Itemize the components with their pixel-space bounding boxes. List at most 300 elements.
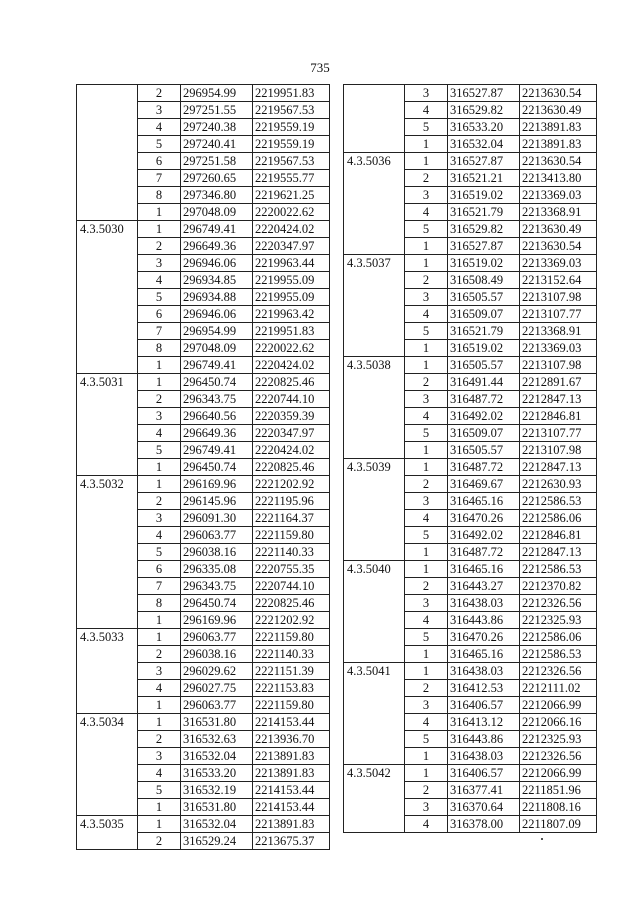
y-coordinate-cell: 2221202.92 [253, 476, 330, 493]
point-number-cell: 4 [138, 272, 181, 289]
x-coordinate-cell: 316487.72 [448, 459, 520, 476]
table-row [77, 816, 330, 833]
point-number-cell: 6 [138, 306, 181, 323]
y-coordinate-cell: 2221159.80 [253, 527, 330, 544]
plot-id-cell: 4.3.5042 [344, 765, 405, 782]
y-coordinate-cell: 2212325.93 [520, 612, 597, 629]
table-row [77, 391, 330, 408]
y-coordinate-cell: 2213152.64 [520, 272, 597, 289]
point-number-cell: 5 [138, 782, 181, 799]
y-coordinate-cell: 2213891.83 [253, 816, 330, 833]
point-number-cell: 1 [138, 697, 181, 714]
x-coordinate-cell: 296649.36 [181, 425, 253, 442]
point-number-cell: 1 [138, 204, 181, 221]
y-coordinate-cell: 2212847.13 [520, 544, 597, 561]
y-coordinate-cell: 2220424.02 [253, 221, 330, 238]
x-coordinate-cell: 316509.07 [448, 425, 520, 442]
x-coordinate-cell: 316529.24 [181, 833, 253, 850]
x-coordinate-cell: 296649.36 [181, 238, 253, 255]
x-coordinate-cell: 316529.82 [448, 102, 520, 119]
table-row [77, 170, 330, 187]
plot-id-cell [344, 612, 405, 629]
plot-id-cell [77, 561, 138, 578]
x-coordinate-cell: 297251.58 [181, 153, 253, 170]
y-coordinate-cell: 2221195.96 [253, 493, 330, 510]
x-coordinate-cell: 297251.55 [181, 102, 253, 119]
point-number-cell: 1 [405, 748, 448, 765]
y-coordinate-cell: 2221164.37 [253, 510, 330, 527]
table-row [77, 731, 330, 748]
point-number-cell: 1 [138, 476, 181, 493]
y-coordinate-cell: 2213369.03 [520, 255, 597, 272]
y-coordinate-cell: 2213107.98 [520, 289, 597, 306]
x-coordinate-cell: 296063.77 [181, 629, 253, 646]
x-coordinate-cell: 296027.75 [181, 680, 253, 697]
point-number-cell: 1 [405, 340, 448, 357]
table-row [77, 289, 330, 306]
y-coordinate-cell: 2220744.10 [253, 578, 330, 595]
table-row [344, 663, 597, 680]
x-coordinate-cell: 316532.04 [181, 748, 253, 765]
table-row [77, 578, 330, 595]
point-number-cell: 3 [405, 799, 448, 816]
plot-id-cell [77, 459, 138, 476]
table-row [77, 119, 330, 136]
y-coordinate-cell: 2211808.16 [520, 799, 597, 816]
table-row [344, 527, 597, 544]
x-coordinate-cell: 316406.57 [448, 697, 520, 714]
y-coordinate-cell: 2212630.93 [520, 476, 597, 493]
table-row [77, 374, 330, 391]
table-row [344, 714, 597, 731]
x-coordinate-cell: 316438.03 [448, 748, 520, 765]
x-coordinate-cell: 316492.02 [448, 408, 520, 425]
plot-id-cell [344, 527, 405, 544]
table-row [77, 544, 330, 561]
plot-id-cell [77, 272, 138, 289]
plot-id-cell: 4.3.5035 [77, 816, 138, 833]
point-number-cell: 4 [138, 119, 181, 136]
point-number-cell: 5 [405, 629, 448, 646]
point-number-cell: 6 [138, 561, 181, 578]
plot-id-cell [344, 544, 405, 561]
y-coordinate-cell: 2213630.54 [520, 238, 597, 255]
x-coordinate-cell: 296954.99 [181, 85, 253, 102]
plot-id-cell [344, 238, 405, 255]
plot-id-cell [77, 510, 138, 527]
table-row [77, 204, 330, 221]
point-number-cell: 1 [405, 561, 448, 578]
plot-id-cell [77, 595, 138, 612]
table-row [77, 561, 330, 578]
y-coordinate-cell: 2219963.44 [253, 255, 330, 272]
coordinates-table-left [76, 84, 330, 850]
table-row [77, 680, 330, 697]
point-number-cell: 1 [405, 646, 448, 663]
y-coordinate-cell: 2213368.91 [520, 323, 597, 340]
point-number-cell: 3 [138, 663, 181, 680]
x-coordinate-cell: 296954.99 [181, 323, 253, 340]
plot-id-cell [77, 697, 138, 714]
x-coordinate-cell: 296946.06 [181, 306, 253, 323]
x-coordinate-cell: 316406.57 [448, 765, 520, 782]
x-coordinate-cell: 316509.07 [448, 306, 520, 323]
table-row [77, 323, 330, 340]
x-coordinate-cell: 316491.44 [448, 374, 520, 391]
table-row [344, 153, 597, 170]
plot-id-cell [344, 714, 405, 731]
table-row [77, 306, 330, 323]
point-number-cell: 1 [138, 816, 181, 833]
plot-id-cell [77, 527, 138, 544]
x-coordinate-cell: 296038.16 [181, 646, 253, 663]
y-coordinate-cell: 2212066.16 [520, 714, 597, 731]
point-number-cell: 1 [138, 629, 181, 646]
x-coordinate-cell: 316533.20 [448, 119, 520, 136]
x-coordinate-cell: 296091.30 [181, 510, 253, 527]
point-number-cell: 2 [138, 646, 181, 663]
plot-id-cell [344, 578, 405, 595]
point-number-cell: 1 [138, 357, 181, 374]
y-coordinate-cell: 2220825.46 [253, 595, 330, 612]
y-coordinate-cell: 2219963.42 [253, 306, 330, 323]
x-coordinate-cell: 316519.02 [448, 255, 520, 272]
x-coordinate-cell: 296934.85 [181, 272, 253, 289]
x-coordinate-cell: 316505.57 [448, 289, 520, 306]
table-row [77, 799, 330, 816]
point-number-cell: 8 [138, 340, 181, 357]
x-coordinate-cell: 296749.41 [181, 221, 253, 238]
plot-id-cell [77, 119, 138, 136]
plot-id-cell [77, 425, 138, 442]
y-coordinate-cell: 2219567.53 [253, 153, 330, 170]
plot-id-cell [344, 340, 405, 357]
plot-id-cell [77, 255, 138, 272]
y-coordinate-cell: 2212891.67 [520, 374, 597, 391]
table-row [344, 289, 597, 306]
y-coordinate-cell: 2212066.99 [520, 697, 597, 714]
point-number-cell: 1 [405, 544, 448, 561]
plot-id-cell [77, 204, 138, 221]
x-coordinate-cell: 316527.87 [448, 238, 520, 255]
table-row [344, 408, 597, 425]
y-coordinate-cell: 2219567.53 [253, 102, 330, 119]
y-coordinate-cell: 2219955.09 [253, 272, 330, 289]
x-coordinate-cell: 296038.16 [181, 544, 253, 561]
table-row [77, 714, 330, 731]
x-coordinate-cell: 296063.77 [181, 527, 253, 544]
point-number-cell: 2 [405, 272, 448, 289]
table-row [344, 510, 597, 527]
point-number-cell: 2 [405, 170, 448, 187]
table-row [344, 765, 597, 782]
point-number-cell: 4 [405, 612, 448, 629]
point-number-cell: 3 [138, 408, 181, 425]
plot-id-cell [344, 102, 405, 119]
y-coordinate-cell: 2219951.83 [253, 85, 330, 102]
x-coordinate-cell: 316505.57 [448, 357, 520, 374]
table-row [344, 340, 597, 357]
point-number-cell: 1 [138, 612, 181, 629]
plot-id-cell [77, 187, 138, 204]
x-coordinate-cell: 297346.80 [181, 187, 253, 204]
table-row [344, 816, 597, 833]
y-coordinate-cell: 2220022.62 [253, 340, 330, 357]
x-coordinate-cell: 316487.72 [448, 544, 520, 561]
table-row [77, 221, 330, 238]
point-number-cell: 2 [405, 578, 448, 595]
point-number-cell: 4 [138, 527, 181, 544]
table-row [344, 272, 597, 289]
point-number-cell: 1 [405, 238, 448, 255]
plot-id-cell [344, 272, 405, 289]
y-coordinate-cell: 2213675.37 [253, 833, 330, 850]
plot-id-cell [77, 408, 138, 425]
table-row [77, 425, 330, 442]
plot-id-cell [77, 357, 138, 374]
point-number-cell: 3 [405, 391, 448, 408]
plot-id-cell [344, 748, 405, 765]
y-coordinate-cell: 2213630.49 [520, 221, 597, 238]
x-coordinate-cell: 316519.02 [448, 340, 520, 357]
x-coordinate-cell: 316487.72 [448, 391, 520, 408]
page-number: 735 [310, 60, 330, 75]
y-coordinate-cell: 2214153.44 [253, 782, 330, 799]
plot-id-cell [344, 221, 405, 238]
plot-id-cell [344, 306, 405, 323]
point-number-cell: 1 [138, 799, 181, 816]
table-row [344, 119, 597, 136]
x-coordinate-cell: 316465.16 [448, 646, 520, 663]
y-coordinate-cell: 2212370.82 [520, 578, 597, 595]
plot-id-cell: 4.3.5032 [77, 476, 138, 493]
plot-id-cell: 4.3.5041 [344, 663, 405, 680]
point-number-cell: 5 [138, 136, 181, 153]
table-row [77, 527, 330, 544]
table-row [344, 102, 597, 119]
table-row [77, 476, 330, 493]
x-coordinate-cell: 316492.02 [448, 527, 520, 544]
y-coordinate-cell: 2213368.91 [520, 204, 597, 221]
x-coordinate-cell: 316519.02 [448, 187, 520, 204]
coordinates-table-right [343, 84, 597, 833]
plot-id-cell [344, 816, 405, 833]
point-number-cell: 5 [405, 731, 448, 748]
table-row [77, 153, 330, 170]
plot-id-cell: 4.3.5037 [344, 255, 405, 272]
table-row [77, 102, 330, 119]
plot-id-cell [344, 799, 405, 816]
point-number-cell: 4 [138, 765, 181, 782]
point-number-cell: 3 [405, 697, 448, 714]
table-row [344, 136, 597, 153]
plot-id-cell: 4.3.5034 [77, 714, 138, 731]
point-number-cell: 2 [405, 782, 448, 799]
y-coordinate-cell: 2220825.46 [253, 374, 330, 391]
y-coordinate-cell: 2212586.06 [520, 510, 597, 527]
plot-id-cell [344, 425, 405, 442]
table-row [77, 697, 330, 714]
table-row [344, 799, 597, 816]
table-row [344, 391, 597, 408]
y-coordinate-cell: 2214153.44 [253, 799, 330, 816]
table-row [344, 459, 597, 476]
point-number-cell: 3 [138, 102, 181, 119]
table-row [344, 697, 597, 714]
x-coordinate-cell: 316531.80 [181, 714, 253, 731]
y-coordinate-cell: 2212326.56 [520, 748, 597, 765]
y-coordinate-cell: 2213630.54 [520, 85, 597, 102]
y-coordinate-cell: 2213107.98 [520, 357, 597, 374]
point-number-cell: 3 [405, 85, 448, 102]
table-row [77, 459, 330, 476]
y-coordinate-cell: 2213936.70 [253, 731, 330, 748]
point-number-cell: 4 [138, 680, 181, 697]
x-coordinate-cell: 297048.09 [181, 340, 253, 357]
x-coordinate-cell: 316508.49 [448, 272, 520, 289]
plot-id-cell [344, 731, 405, 748]
x-coordinate-cell: 296640.56 [181, 408, 253, 425]
point-number-cell: 1 [405, 255, 448, 272]
x-coordinate-cell: 316505.57 [448, 442, 520, 459]
point-number-cell: 2 [138, 731, 181, 748]
point-number-cell: 5 [138, 442, 181, 459]
x-coordinate-cell: 296029.62 [181, 663, 253, 680]
y-coordinate-cell: 2213891.83 [253, 765, 330, 782]
x-coordinate-cell: 316531.80 [181, 799, 253, 816]
point-number-cell: 5 [405, 323, 448, 340]
point-number-cell: 3 [405, 493, 448, 510]
point-number-cell: 4 [405, 714, 448, 731]
point-number-cell: 3 [405, 595, 448, 612]
table-row [344, 187, 597, 204]
x-coordinate-cell: 296749.41 [181, 442, 253, 459]
point-number-cell: 5 [405, 527, 448, 544]
point-number-cell: 1 [138, 221, 181, 238]
y-coordinate-cell: 2220347.97 [253, 238, 330, 255]
point-number-cell: 7 [138, 170, 181, 187]
table-row [77, 85, 330, 102]
point-number-cell: 4 [138, 425, 181, 442]
table-row [344, 646, 597, 663]
plot-id-cell [77, 799, 138, 816]
y-coordinate-cell: 2213891.83 [520, 136, 597, 153]
plot-id-cell [77, 238, 138, 255]
plot-id-cell [344, 391, 405, 408]
plot-id-cell [77, 782, 138, 799]
y-coordinate-cell: 2212326.56 [520, 663, 597, 680]
point-number-cell: 2 [405, 680, 448, 697]
y-coordinate-cell: 2212847.13 [520, 459, 597, 476]
x-coordinate-cell: 316412.53 [448, 680, 520, 697]
plot-id-cell [344, 119, 405, 136]
x-coordinate-cell: 316469.67 [448, 476, 520, 493]
plot-id-cell [77, 136, 138, 153]
point-number-cell: 4 [405, 204, 448, 221]
y-coordinate-cell: 2213107.98 [520, 442, 597, 459]
y-coordinate-cell: 2212326.56 [520, 595, 597, 612]
table-row [77, 646, 330, 663]
plot-id-cell: 4.3.5039 [344, 459, 405, 476]
table-row [77, 748, 330, 765]
x-coordinate-cell: 297260.65 [181, 170, 253, 187]
plot-id-cell: 4.3.5031 [77, 374, 138, 391]
point-number-cell: 2 [138, 391, 181, 408]
y-coordinate-cell: 2220825.46 [253, 459, 330, 476]
y-coordinate-cell: 2212846.81 [520, 408, 597, 425]
point-number-cell: 3 [138, 748, 181, 765]
point-number-cell: 2 [138, 85, 181, 102]
x-coordinate-cell: 316533.20 [181, 765, 253, 782]
plot-id-cell [77, 833, 138, 850]
y-coordinate-cell: 2213107.77 [520, 306, 597, 323]
plot-id-cell [77, 765, 138, 782]
y-coordinate-cell: 2212586.06 [520, 629, 597, 646]
plot-id-cell [344, 289, 405, 306]
table-row [344, 221, 597, 238]
table-row [344, 578, 597, 595]
y-coordinate-cell: 2211851.96 [520, 782, 597, 799]
table-row [77, 272, 330, 289]
point-number-cell: 5 [405, 119, 448, 136]
x-coordinate-cell: 316465.16 [448, 493, 520, 510]
point-number-cell: 4 [405, 408, 448, 425]
point-number-cell: 5 [405, 425, 448, 442]
point-number-cell: 3 [405, 289, 448, 306]
table-row [77, 408, 330, 425]
x-coordinate-cell: 296934.88 [181, 289, 253, 306]
table-row [77, 238, 330, 255]
table-row [77, 612, 330, 629]
point-number-cell: 1 [405, 442, 448, 459]
x-coordinate-cell: 316443.27 [448, 578, 520, 595]
plot-id-cell [344, 136, 405, 153]
x-coordinate-cell: 316370.64 [448, 799, 520, 816]
x-coordinate-cell: 316443.86 [448, 731, 520, 748]
plot-id-cell: 4.3.5030 [77, 221, 138, 238]
x-coordinate-cell: 316377.41 [448, 782, 520, 799]
plot-id-cell [77, 85, 138, 102]
table-row [344, 170, 597, 187]
plot-id-cell [344, 442, 405, 459]
table-row [344, 255, 597, 272]
point-number-cell: 7 [138, 578, 181, 595]
point-number-cell: 4 [405, 510, 448, 527]
plot-id-cell [77, 578, 138, 595]
table-row [77, 510, 330, 527]
y-coordinate-cell: 2213369.03 [520, 340, 597, 357]
x-coordinate-cell: 316532.19 [181, 782, 253, 799]
point-number-cell: 2 [138, 238, 181, 255]
point-number-cell: 3 [405, 187, 448, 204]
x-coordinate-cell: 316378.00 [448, 816, 520, 833]
x-coordinate-cell: 316521.21 [448, 170, 520, 187]
y-coordinate-cell: 2220424.02 [253, 442, 330, 459]
point-number-cell: 3 [138, 255, 181, 272]
point-number-cell: 1 [138, 714, 181, 731]
point-number-cell: 4 [405, 102, 448, 119]
point-number-cell: 5 [138, 544, 181, 561]
x-coordinate-cell: 297240.41 [181, 136, 253, 153]
plot-id-cell [344, 170, 405, 187]
plot-id-cell [77, 680, 138, 697]
table-row [344, 425, 597, 442]
y-coordinate-cell: 2220744.10 [253, 391, 330, 408]
point-number-cell: 1 [405, 765, 448, 782]
plot-id-cell [344, 493, 405, 510]
x-coordinate-cell: 296063.77 [181, 697, 253, 714]
table-row [344, 595, 597, 612]
